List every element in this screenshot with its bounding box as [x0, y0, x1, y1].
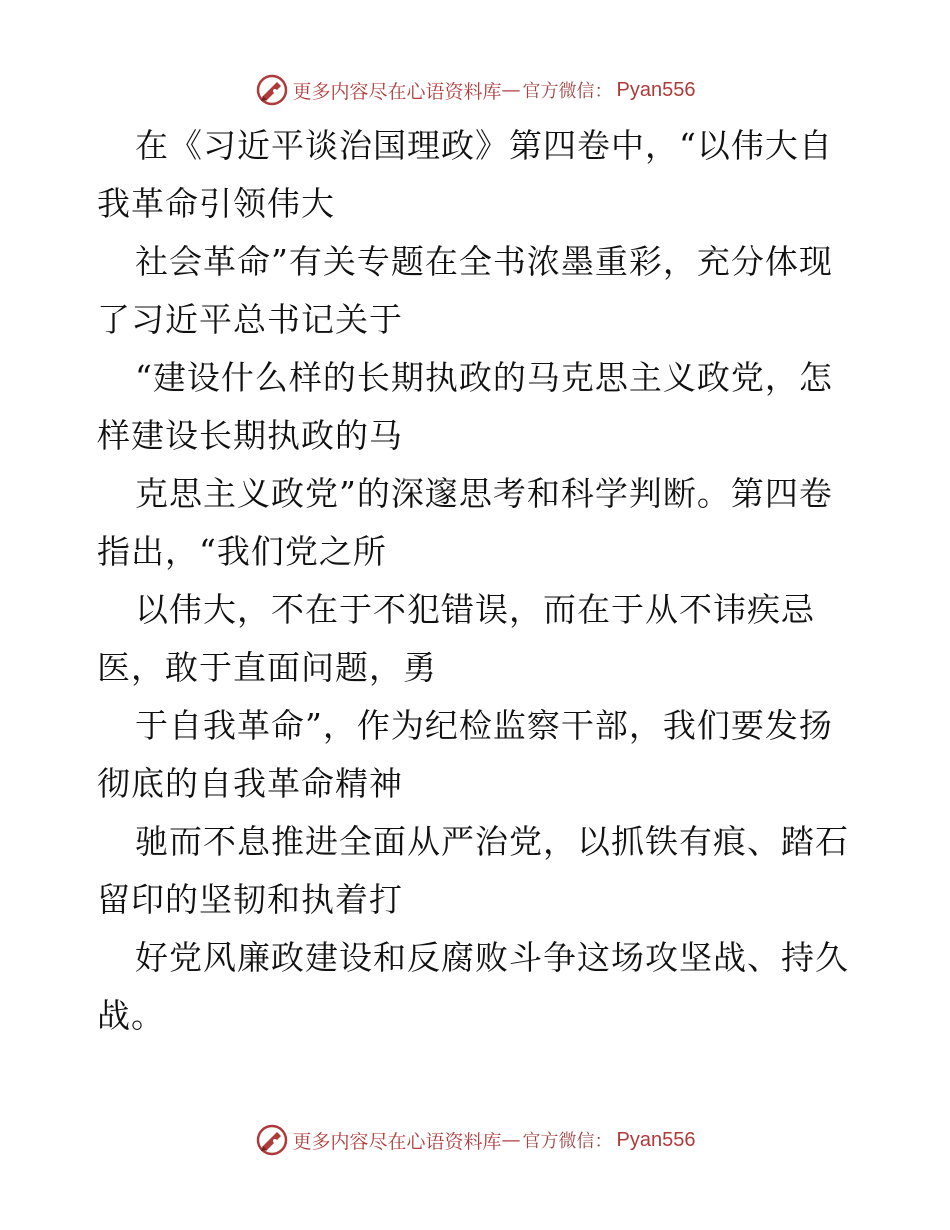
- text-line: 样建设长期执政的马: [97, 416, 403, 455]
- document-body: [97, 117, 867, 1045]
- text-line: 了习近平总书记关于: [97, 300, 403, 339]
- text-line: 驰而不息推进全面从严治党，以抓铁有痕、踏石: [135, 822, 849, 861]
- text-line: 彻底的自我革命精神: [97, 764, 403, 803]
- text-line: 好党风廉政建设和反腐败斗争这场攻坚战、持久: [135, 938, 849, 977]
- banner-separator: —: [501, 79, 521, 101]
- banner-title: 更多内容尽在心语资料库: [292, 80, 502, 103]
- text-line: 在《习近平谈治国理政》第四卷中，“以伟大自: [135, 126, 833, 165]
- text-line: 以伟大，不在于不犯错误，而在于从不讳疾忌: [135, 590, 815, 629]
- banner-wechat-label: 官方微信：: [522, 1131, 613, 1152]
- banner-separator: —: [501, 1129, 521, 1151]
- text-line: “建设什么样的长期执政的马克思主义政党，怎: [135, 358, 833, 397]
- banner-wechat-id: Pyan556: [616, 78, 696, 101]
- text-line: 指出，“我们党之所: [97, 532, 387, 571]
- pen-logo-icon: [255, 1123, 289, 1157]
- text-line: 留印的坚韧和执着打: [97, 880, 403, 919]
- pen-logo-icon: [255, 73, 289, 107]
- text-line: 战。: [97, 996, 165, 1035]
- header-watermark-banner: [0, 70, 950, 110]
- text-line: 我革命引领伟大: [97, 184, 335, 223]
- text-line: 克思主义政党”的深邃思考和科学判断。第四卷: [135, 474, 833, 513]
- text-line: 医，敢于直面问题，勇: [97, 648, 437, 687]
- banner-title: 更多内容尽在心语资料库: [292, 1130, 502, 1153]
- banner-wechat-id: Pyan556: [616, 1128, 696, 1151]
- text-line: 社会革命”有关专题在全书浓墨重彩，充分体现: [135, 242, 833, 281]
- banner-wechat-label: 官方微信：: [522, 81, 613, 102]
- footer-watermark-banner: [0, 1120, 950, 1160]
- text-line: 于自我革命”，作为纪检监察干部，我们要发扬: [135, 706, 833, 745]
